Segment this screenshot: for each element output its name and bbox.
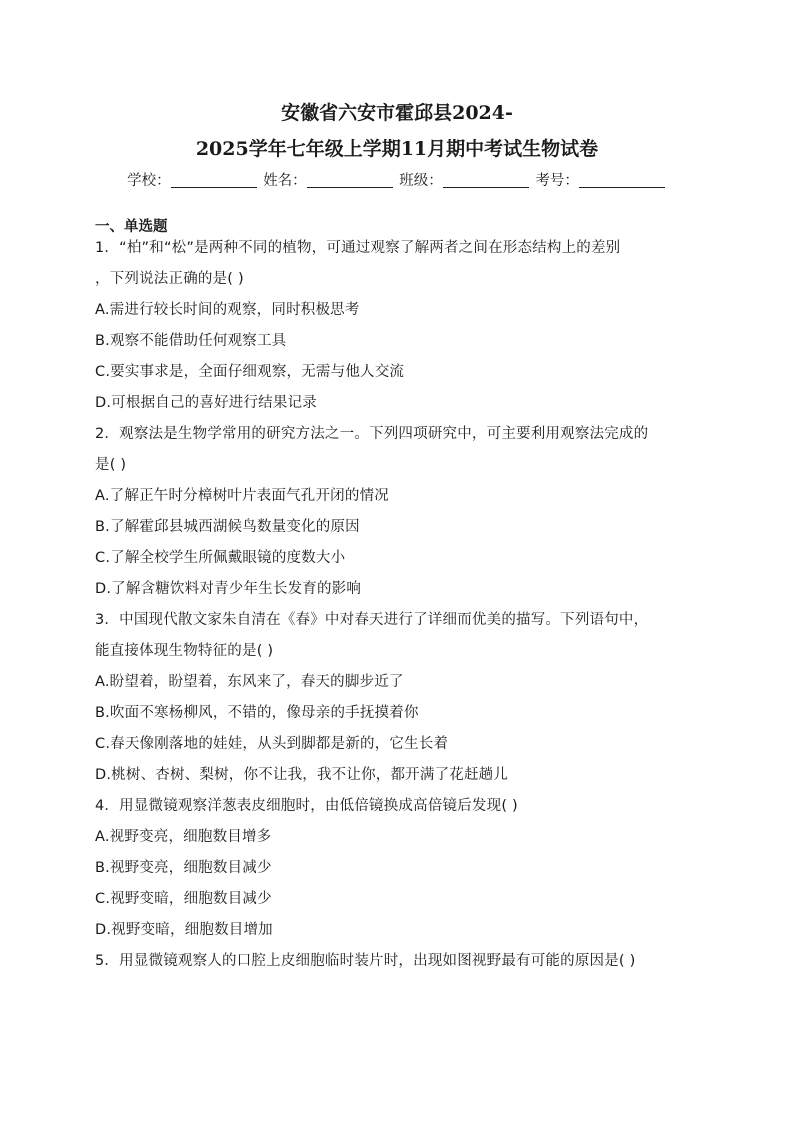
question-3-stem: 3．中国现代散文家朱自清在《春》中对春天进行了详细而优美的描写。下列语句中， [95,612,649,628]
class-label: 班级： [399,173,443,189]
question-3-option-d: D.桃树、杏树、梨树，你不让我，我不让你，都开满了花赶趟儿 [95,767,509,783]
question-1-option-b: B.观察不能借助任何观察工具 [95,333,287,349]
question-3-option-b: B.吹面不寒杨柳风，不错的，像母亲的手抚摸着你 [95,705,419,721]
question-3-option-c: C.春天像刚落地的娃娃，从头到脚都是新的，它生长着 [95,736,449,752]
exam-number-label: 考号： [535,173,579,189]
question-2-stem: 2．观察法是生物学常用的研究方法之一。下列四项研究中，可主要利用观察法完成的 [95,426,649,442]
page-title-line-1: 安徽省六安市霍邱县2024- [281,102,513,124]
question-4-option-c: C.视野变暗，细胞数目减少 [95,891,272,907]
question-2-option-a: A.了解正午时分樟树叶片表面气孔开闭的情况 [95,488,389,504]
class-blank [443,187,529,188]
question-1-stem-cont: ，下列说法正确的是( ) [95,271,244,287]
exam-number-blank [579,187,665,188]
question-2-option-c: C.了解全校学生所佩戴眼镜的度数大小 [95,550,346,566]
question-4-option-a: A.视野变亮，细胞数目增多 [95,829,272,845]
question-4-option-d: D.视野变暗，细胞数目增加 [95,922,273,938]
question-4-option-b: B.视野变亮，细胞数目减少 [95,860,272,876]
student-info-row [0,171,794,191]
question-1-stem: 1．“柏”和“松”是两种不同的植物，可通过观察了解两者之间在形态结构上的差别 [95,240,621,256]
question-1-option-a: A.需进行较长时间的观察，同时积极思考 [95,302,360,318]
question-3-option-a: A.盼望着，盼望着，东风来了，春天的脚步近了 [95,674,404,690]
question-1-option-d: D.可根据自己的喜好进行结果记录 [95,395,317,411]
section-heading: 一、单选题 [95,219,168,235]
question-1-option-c: C.要实事求是，全面仔细观察，无需与他人交流 [95,364,405,380]
school-blank [171,187,257,188]
question-2-option-b: B.了解霍邱县城西湖候鸟数量变化的原因 [95,519,360,535]
question-5-stem: 5．用显微镜观察人的口腔上皮细胞临时装片时，出现如图视野最有可能的原因是( ) [95,953,636,969]
school-label: 学校： [127,173,171,189]
question-2-stem-cont: 是( ) [95,457,127,473]
question-2-option-d: D.了解含糖饮料对青少年生长发育的影响 [95,581,362,597]
question-4-stem: 4．用显微镜观察洋葱表皮细胞时，由低倍镜换成高倍镜后发现( ) [95,798,518,814]
name-blank [307,187,393,188]
name-label: 姓名： [263,173,307,189]
question-3-stem-cont: 能直接体现生物特征的是( ) [95,643,274,659]
page-title-line-2: 2025学年七年级上学期11月期中考试生物试卷 [195,138,599,160]
